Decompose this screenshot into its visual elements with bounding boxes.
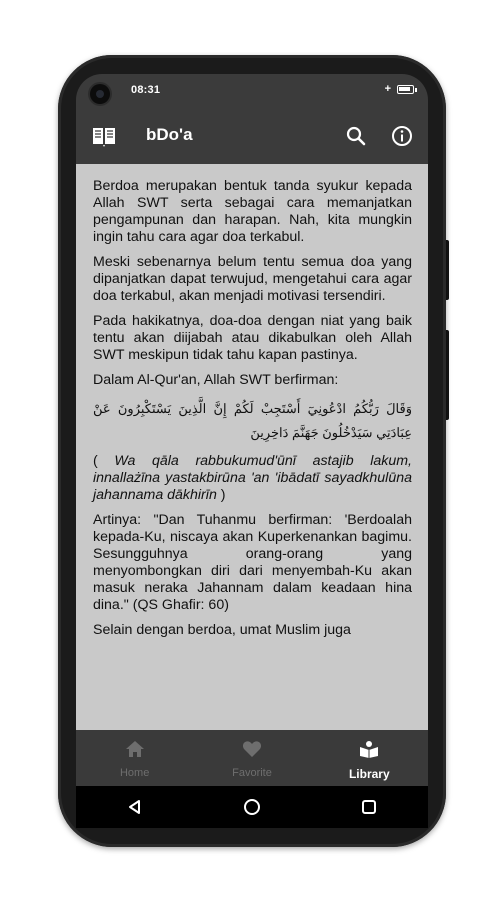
battery-icon xyxy=(397,85,414,94)
nav-library-label: Library xyxy=(348,767,390,781)
paragraph: Selain dengan berdoa, umat Muslim juga xyxy=(93,622,351,638)
app-title: bDo'a xyxy=(146,125,193,144)
search-icon[interactable] xyxy=(344,124,368,148)
status-icons xyxy=(385,83,414,95)
open-paren: ( xyxy=(93,453,115,469)
heart-icon xyxy=(242,740,262,763)
home-circle-icon[interactable] xyxy=(232,787,272,827)
paragraph: Pada hakikatnya, doa-doa dengan niat yang baik tentu akan diijabah atau dikabulkan oleh Allah SWT meskipun tidak tahu kapan pastinya. xyxy=(93,313,412,363)
arabic-verse: وَقَالَ رَبُّكُمُ ادْعُونِيٓ أَسْتَجِبْ لَكُمْ إِنَّ الَّذِينَ يَسْتَكْبِرُونَ عَنْ عِبَادَتِي سَيَدْخُلُونَ جَهَنَّمَ دَاخِرِينَ xyxy=(93,401,412,440)
nav-home-label: Home xyxy=(119,767,150,779)
info-icon[interactable] xyxy=(390,124,414,148)
app-bar xyxy=(76,108,428,164)
article-text xyxy=(76,164,428,639)
nav-library[interactable] xyxy=(311,730,428,786)
status-time: 08:31 xyxy=(131,84,161,96)
screen xyxy=(76,74,428,786)
home-icon xyxy=(125,740,145,763)
nav-home[interactable] xyxy=(76,730,193,786)
transliteration xyxy=(93,453,412,504)
back-triangle-icon[interactable] xyxy=(115,787,155,827)
paragraph: Artinya: "Dan Tuhanmu berfirman: 'Berdoalah kepada-Ku, niscaya akan Kuperkenankan bagimu. Sesungguhnya orang-orang yang menyombongkan diri dari menyembah-Ku akan masuk neraka Jahannam dalam keadaan hina dina." (QS Ghafir: 60) xyxy=(93,512,412,613)
transliteration-text: Wa qāla rabbukumud'ūnī astajib lakum, innallażīna yastakbirūna 'an 'ibādatī sayadkhulūna jahannama dākhirīn xyxy=(93,453,412,503)
plus-icon: + xyxy=(384,83,391,95)
status-bar xyxy=(76,74,428,108)
open-book-icon xyxy=(92,125,116,147)
recents-square-icon[interactable] xyxy=(349,787,389,827)
library-icon xyxy=(359,740,379,763)
paragraph: Meski sebenarnya belum tentu semua doa yang dipanjatkan dapat terwujud, mengetahui cara agar doa terkabul, akan menjadi motivasi tersendiri. xyxy=(93,254,412,304)
front-camera xyxy=(90,84,110,104)
article-content[interactable] xyxy=(76,164,428,730)
close-paren: ) xyxy=(216,487,226,503)
paragraph: Berdoa merupakan bentuk tanda syukur kepada Allah SWT serta sebagai cara memanjatkan pengampunan dan harapan. Nah, kita mungkin ingin tahu cara agar doa terkabul. xyxy=(93,178,412,245)
nav-favorite-label: Favorite xyxy=(232,767,272,779)
system-navigation-bar xyxy=(76,786,428,828)
nav-favorite[interactable] xyxy=(193,730,310,786)
paragraph: Dalam Al-Qur'an, Allah SWT berfirman: xyxy=(93,372,339,388)
bottom-navigation xyxy=(76,730,428,786)
